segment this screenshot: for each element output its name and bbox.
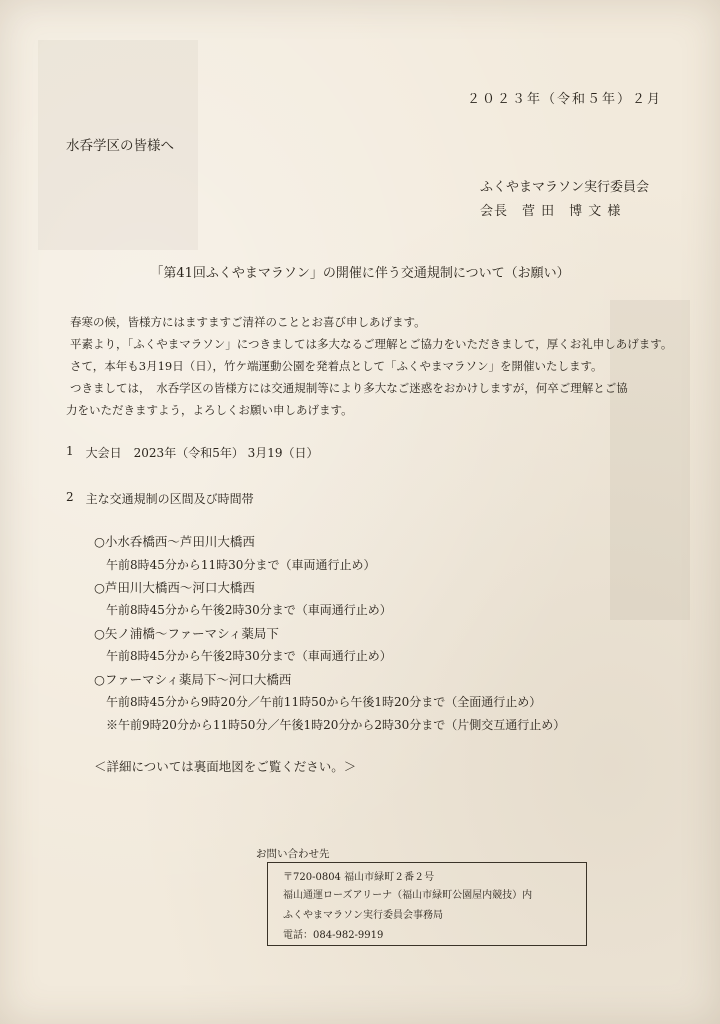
route-name: ○芦田川大橋西～河口大橋西 bbox=[94, 580, 255, 595]
document-date: ２０２３年（令和５年）２月 bbox=[466, 92, 662, 107]
contact-label: お問い合わせ先 bbox=[256, 848, 330, 860]
document-title: 「第41回ふくやまマラソン」の開催に伴う交通規制について（お願い） bbox=[150, 266, 570, 281]
body-paragraph: 力をいただきますよう，よろしくお願い申しあげます。 bbox=[66, 403, 353, 417]
route-time-note: ※午前9時20分から11時50分／午後1時20分から2時30分まで（片側交互通行止め） bbox=[106, 718, 566, 732]
route-name: ○小水呑橋西～芦田川大橋西 bbox=[94, 534, 255, 549]
section-traffic-restrictions bbox=[66, 490, 254, 507]
section-event-date bbox=[66, 444, 319, 461]
route-name: ○ファーマシィ薬局下～河口大橋西 bbox=[94, 672, 292, 687]
section-label: 主な交通規制の区間及び時間帯 bbox=[85, 492, 254, 506]
sender-chairman: 会長 菅 田 博 文 様 bbox=[480, 204, 622, 219]
body-paragraph: 春寒の候，皆様方にはますますご清祥のこととお喜び申しあげます。 bbox=[70, 315, 426, 329]
body-paragraph: つきましては， 水呑学区の皆様方には交通規制等により多大なご迷惑をおかけしますが，何卒ご理解とご協 bbox=[70, 381, 628, 395]
details-note: ＜詳細については裏面地図をご覧ください。＞ bbox=[94, 759, 357, 774]
body-paragraph: 平素より，「ふくやまマラソン」につきましては多大なるご理解とご協力をいただきまして，厚くお礼申しあげます。 bbox=[70, 337, 673, 351]
body-paragraph: さて，本年も3月19日（日），竹ケ端運動公園を発着点として「ふくやまマラソン」を開催いたします。 bbox=[70, 359, 603, 373]
sender-organization: ふくやまマラソン実行委員会 bbox=[480, 180, 650, 195]
route-time: 午前8時45分から午後2時30分まで（車両通行止め） bbox=[106, 649, 392, 663]
addressee: 水呑学区の皆様へ bbox=[66, 138, 174, 154]
section-label: 大会日 bbox=[85, 446, 122, 460]
section-number: 1 bbox=[66, 444, 74, 458]
contact-address: 〒720-0804 福山市緑町２番２号 bbox=[283, 872, 435, 883]
contact-office: ふくやまマラソン実行委員会事務局 bbox=[283, 910, 443, 921]
route-time: 午前8時45分から9時20分／午前11時50から午後1時20分まで（全面通行止め） bbox=[106, 695, 542, 709]
contact-phone: 電話：084-982-9919 bbox=[283, 930, 384, 941]
route-name: ○矢ノ浦橋～ファーマシィ薬局下 bbox=[94, 626, 279, 641]
section-number: 2 bbox=[66, 490, 74, 504]
route-time: 午前8時45分から午後2時30分まで（車両通行止め） bbox=[106, 603, 392, 617]
contact-venue: 福山通運ローズアリーナ（福山市緑町公園屋内競技）内 bbox=[283, 890, 533, 901]
event-date-value: 2023年（令和5年） 3月19（日） bbox=[133, 446, 319, 460]
route-time: 午前8時45分から11時30分まで（車両通行止め） bbox=[106, 558, 376, 572]
